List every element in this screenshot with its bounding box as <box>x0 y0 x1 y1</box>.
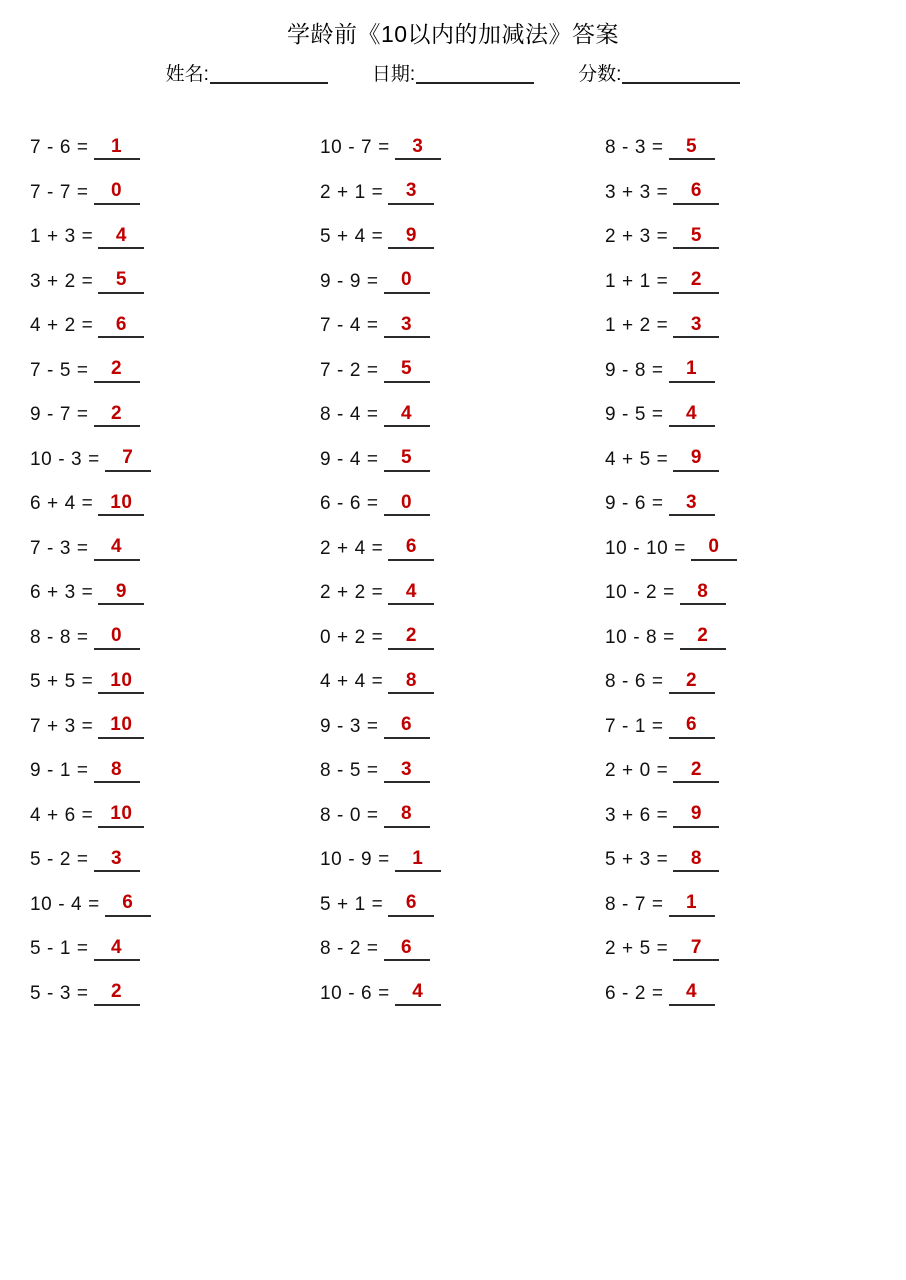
problem-expression: 9 - 4 = <box>320 448 379 470</box>
problem-item <box>605 705 905 750</box>
problem-expression: 10 - 9 = <box>320 849 390 871</box>
score-label: 分数: <box>578 64 622 85</box>
problem-item <box>320 126 605 171</box>
problem-expression: 0 + 2 = <box>320 626 384 648</box>
problem-item <box>30 260 320 305</box>
answer-value: 8 <box>697 580 709 602</box>
problem-expression: 7 - 1 = <box>605 715 664 737</box>
problem-item <box>30 215 320 260</box>
problem-expression: 1 + 1 = <box>605 270 669 292</box>
problem-expression: 3 + 2 = <box>30 270 94 292</box>
answer-value: 4 <box>111 536 123 558</box>
answer-value: 3 <box>111 847 123 869</box>
problem-item <box>30 927 320 972</box>
problem-expression: 2 + 4 = <box>320 537 384 559</box>
problem-expression: 7 - 7 = <box>30 181 89 203</box>
answer-value: 3 <box>412 135 424 157</box>
problem-expression: 5 - 2 = <box>30 849 89 871</box>
problem-item <box>30 616 320 661</box>
problem-expression: 5 + 1 = <box>320 893 384 915</box>
problem-item <box>605 349 905 394</box>
answer-blank[interactable] <box>388 670 434 694</box>
problem-item <box>320 927 605 972</box>
problem-item <box>605 171 905 216</box>
problem-item <box>605 883 905 928</box>
answer-blank[interactable] <box>669 670 715 694</box>
answer-value: 6 <box>122 892 134 914</box>
problem-item <box>605 838 905 883</box>
answer-value: 1 <box>111 135 123 157</box>
answer-blank[interactable] <box>673 759 719 783</box>
answer-value: 3 <box>686 491 698 513</box>
answer-value: 1 <box>686 358 698 380</box>
answer-blank[interactable] <box>680 581 726 605</box>
problem-expression: 9 - 1 = <box>30 760 89 782</box>
problem-item <box>320 393 605 438</box>
problem-expression: 7 - 4 = <box>320 315 379 337</box>
answer-blank[interactable] <box>395 848 441 872</box>
answer-value: 9 <box>690 447 702 469</box>
problem-item <box>30 438 320 483</box>
answer-value: 7 <box>122 447 134 469</box>
answer-blank[interactable] <box>384 715 430 739</box>
answer-blank[interactable] <box>669 715 715 739</box>
answer-value: 8 <box>401 803 413 825</box>
problem-expression: 8 - 2 = <box>320 938 379 960</box>
answer-blank[interactable] <box>94 181 140 205</box>
problem-item <box>320 482 605 527</box>
answer-blank[interactable] <box>98 670 144 694</box>
answer-value: 0 <box>401 491 413 513</box>
answer-value: 2 <box>111 981 123 1003</box>
problem-expression: 9 - 9 = <box>320 270 379 292</box>
problem-item <box>605 482 905 527</box>
problem-item <box>605 927 905 972</box>
problem-item <box>605 304 905 349</box>
answer-blank[interactable] <box>105 448 151 472</box>
problem-item <box>30 660 320 705</box>
answer-value: 3 <box>690 313 702 335</box>
problem-item <box>320 705 605 750</box>
problem-expression: 9 - 8 = <box>605 359 664 381</box>
answer-blank[interactable] <box>94 759 140 783</box>
answer-blank[interactable] <box>673 804 719 828</box>
answer-blank[interactable] <box>673 848 719 872</box>
answer-blank[interactable] <box>384 492 430 516</box>
answer-blank[interactable] <box>98 314 144 338</box>
answer-blank[interactable] <box>673 181 719 205</box>
answer-blank[interactable] <box>98 492 144 516</box>
answer-blank[interactable] <box>384 759 430 783</box>
answer-blank[interactable] <box>94 403 140 427</box>
problem-item <box>605 616 905 661</box>
problem-expression: 6 - 6 = <box>320 493 379 515</box>
answer-blank[interactable] <box>94 537 140 561</box>
page-title: 学龄前《10以内的加减法》答案 <box>286 21 620 47</box>
problem-item <box>30 482 320 527</box>
problem-item <box>30 527 320 572</box>
answer-blank[interactable] <box>388 181 434 205</box>
answer-value: 1 <box>686 892 698 914</box>
problem-expression: 9 - 5 = <box>605 404 664 426</box>
problem-expression: 5 + 3 = <box>605 849 669 871</box>
problem-expression: 7 - 6 = <box>30 137 89 159</box>
problem-expression: 7 - 3 = <box>30 537 89 559</box>
problem-expression: 8 - 8 = <box>30 626 89 648</box>
problem-item <box>320 794 605 839</box>
problem-item <box>605 527 905 572</box>
problem-expression: 9 - 7 = <box>30 404 89 426</box>
answer-value: 2 <box>405 625 417 647</box>
problem-item <box>605 260 905 305</box>
answer-value: 5 <box>401 447 413 469</box>
problem-item <box>30 838 320 883</box>
problem-item <box>605 438 905 483</box>
answer-value: 6 <box>690 180 702 202</box>
answer-blank[interactable] <box>98 804 144 828</box>
answer-blank[interactable] <box>395 136 441 160</box>
problem-expression: 10 - 2 = <box>605 582 675 604</box>
problem-expression: 4 + 2 = <box>30 315 94 337</box>
problem-expression: 8 - 0 = <box>320 804 379 826</box>
answer-blank[interactable] <box>94 982 140 1006</box>
problem-item <box>30 571 320 616</box>
answer-blank[interactable] <box>388 893 434 917</box>
answer-value: 0 <box>708 536 720 558</box>
answer-blank[interactable] <box>669 136 715 160</box>
answer-value: 4 <box>401 402 413 424</box>
answer-blank[interactable] <box>388 537 434 561</box>
problem-expression: 9 - 3 = <box>320 715 379 737</box>
problem-item <box>320 304 605 349</box>
problem-expression: 2 + 1 = <box>320 181 384 203</box>
answer-value: 0 <box>111 625 123 647</box>
answer-blank[interactable] <box>673 937 719 961</box>
score-field <box>578 65 740 84</box>
problem-expression: 1 + 2 = <box>605 315 669 337</box>
problem-item <box>30 126 320 171</box>
answer-blank[interactable] <box>94 937 140 961</box>
problem-item <box>605 215 905 260</box>
answer-value: 0 <box>111 180 123 202</box>
answer-value: 3 <box>401 313 413 335</box>
problem-item <box>605 794 905 839</box>
problem-item <box>320 838 605 883</box>
answer-value: 2 <box>686 669 698 691</box>
problem-item <box>320 972 605 1017</box>
answer-value: 8 <box>405 669 417 691</box>
problem-item <box>605 660 905 705</box>
problem-expression: 4 + 6 = <box>30 804 94 826</box>
answer-value: 4 <box>412 981 424 1003</box>
answer-value: 2 <box>690 758 702 780</box>
problem-expression: 8 - 3 = <box>605 137 664 159</box>
problem-expression: 7 - 5 = <box>30 359 89 381</box>
name-field <box>166 65 328 84</box>
answer-value: 7 <box>690 936 702 958</box>
answer-value: 9 <box>690 803 702 825</box>
problem-item <box>320 616 605 661</box>
student-info-row <box>0 65 906 84</box>
answer-value: 3 <box>401 758 413 780</box>
answer-value: 6 <box>405 892 417 914</box>
problem-expression: 8 - 6 = <box>605 671 664 693</box>
answer-blank[interactable] <box>673 225 719 249</box>
answer-value: 4 <box>686 981 698 1003</box>
problem-expression: 2 + 0 = <box>605 760 669 782</box>
answer-value: 9 <box>405 224 417 246</box>
answer-value: 4 <box>111 936 123 958</box>
answer-blank[interactable] <box>673 270 719 294</box>
problem-item <box>30 393 320 438</box>
answer-blank[interactable] <box>669 359 715 383</box>
problem-expression: 4 + 5 = <box>605 448 669 470</box>
answer-value: 2 <box>690 269 702 291</box>
answer-value: 10 <box>110 803 133 825</box>
problem-grid <box>0 126 906 1016</box>
problem-expression: 9 - 6 = <box>605 493 664 515</box>
answer-value: 10 <box>110 669 133 691</box>
score-input-blank[interactable] <box>622 65 740 84</box>
answer-blank[interactable] <box>94 848 140 872</box>
answer-blank[interactable] <box>669 893 715 917</box>
date-input-blank[interactable] <box>416 65 534 84</box>
answer-value: 5 <box>686 135 698 157</box>
answer-value: 6 <box>686 714 698 736</box>
answer-value: 5 <box>690 224 702 246</box>
answer-blank[interactable] <box>98 270 144 294</box>
problem-expression: 3 + 3 = <box>605 181 669 203</box>
answer-blank[interactable] <box>384 448 430 472</box>
problem-expression: 6 + 3 = <box>30 582 94 604</box>
answer-blank[interactable] <box>669 492 715 516</box>
problem-item <box>605 571 905 616</box>
problem-item <box>605 972 905 1017</box>
problem-item <box>320 660 605 705</box>
problem-item <box>605 393 905 438</box>
answer-blank[interactable] <box>388 626 434 650</box>
date-field <box>372 65 534 84</box>
date-label: 日期: <box>371 64 416 85</box>
problem-expression: 10 - 10 = <box>605 537 686 559</box>
answer-value: 8 <box>111 758 123 780</box>
problem-item <box>30 972 320 1017</box>
answer-value: 0 <box>401 269 413 291</box>
problem-expression: 10 - 8 = <box>605 626 675 648</box>
answer-blank[interactable] <box>384 314 430 338</box>
answer-value: 6 <box>405 536 417 558</box>
problem-item <box>30 304 320 349</box>
answer-value: 2 <box>111 402 123 424</box>
problem-expression: 7 - 2 = <box>320 359 379 381</box>
problem-expression: 10 - 7 = <box>320 137 390 159</box>
answer-value: 2 <box>111 358 123 380</box>
answer-value: 4 <box>405 580 417 602</box>
answer-blank[interactable] <box>669 403 715 427</box>
name-input-blank[interactable] <box>210 65 328 84</box>
problem-expression: 5 + 4 = <box>320 226 384 248</box>
answer-blank[interactable] <box>384 270 430 294</box>
problem-item <box>30 749 320 794</box>
answer-value: 1 <box>412 847 424 869</box>
problem-expression: 5 - 3 = <box>30 982 89 1004</box>
answer-blank[interactable] <box>98 581 144 605</box>
problem-item <box>320 171 605 216</box>
answer-value: 6 <box>401 936 413 958</box>
answer-value: 5 <box>401 358 413 380</box>
answer-value: 3 <box>405 180 417 202</box>
answer-blank[interactable] <box>98 225 144 249</box>
problem-item <box>30 705 320 750</box>
problem-item <box>30 349 320 394</box>
problem-item <box>320 260 605 305</box>
answer-value: 4 <box>686 402 698 424</box>
answer-blank[interactable] <box>691 537 737 561</box>
answer-blank[interactable] <box>384 937 430 961</box>
problem-expression: 6 - 2 = <box>605 982 664 1004</box>
problem-item <box>320 883 605 928</box>
problem-expression: 10 - 3 = <box>30 448 100 470</box>
problem-expression: 7 + 3 = <box>30 715 94 737</box>
answer-blank[interactable] <box>388 225 434 249</box>
problem-item <box>605 126 905 171</box>
problem-item <box>320 749 605 794</box>
answer-blank[interactable] <box>673 314 719 338</box>
answer-blank[interactable] <box>94 136 140 160</box>
problem-expression: 8 - 7 = <box>605 893 664 915</box>
answer-blank[interactable] <box>388 581 434 605</box>
answer-blank[interactable] <box>384 403 430 427</box>
name-label: 姓名: <box>165 64 209 85</box>
problem-expression: 8 - 4 = <box>320 404 379 426</box>
problem-expression: 6 + 4 = <box>30 493 94 515</box>
answer-blank[interactable] <box>94 626 140 650</box>
problem-item <box>605 749 905 794</box>
answer-value: 2 <box>697 625 709 647</box>
problem-expression: 2 + 5 = <box>605 938 669 960</box>
problem-expression: 5 + 5 = <box>30 671 94 693</box>
answer-value: 10 <box>110 714 133 736</box>
problem-expression: 10 - 6 = <box>320 982 390 1004</box>
answer-value: 10 <box>110 491 133 513</box>
problem-expression: 4 + 4 = <box>320 671 384 693</box>
problem-item <box>30 883 320 928</box>
answer-blank[interactable] <box>384 804 430 828</box>
answer-blank[interactable] <box>680 626 726 650</box>
answer-blank[interactable] <box>669 982 715 1006</box>
answer-blank[interactable] <box>395 982 441 1006</box>
answer-value: 4 <box>115 224 127 246</box>
answer-blank[interactable] <box>384 359 430 383</box>
answer-blank[interactable] <box>98 715 144 739</box>
problem-item <box>320 438 605 483</box>
problem-item <box>320 349 605 394</box>
problem-expression: 2 + 3 = <box>605 226 669 248</box>
answer-blank[interactable] <box>105 893 151 917</box>
answer-blank[interactable] <box>673 448 719 472</box>
problem-item <box>320 527 605 572</box>
problem-item <box>30 171 320 216</box>
answer-value: 6 <box>115 313 127 335</box>
answer-value: 6 <box>401 714 413 736</box>
answer-value: 5 <box>115 269 127 291</box>
problem-expression: 8 - 5 = <box>320 760 379 782</box>
problem-item <box>30 794 320 839</box>
problem-expression: 3 + 6 = <box>605 804 669 826</box>
problem-expression: 1 + 3 = <box>30 226 94 248</box>
problem-expression: 10 - 4 = <box>30 893 100 915</box>
problem-item <box>320 215 605 260</box>
problem-expression: 2 + 2 = <box>320 582 384 604</box>
problem-item <box>320 571 605 616</box>
answer-blank[interactable] <box>94 359 140 383</box>
answer-value: 8 <box>690 847 702 869</box>
answer-value: 9 <box>115 580 127 602</box>
problem-expression: 5 - 1 = <box>30 938 89 960</box>
